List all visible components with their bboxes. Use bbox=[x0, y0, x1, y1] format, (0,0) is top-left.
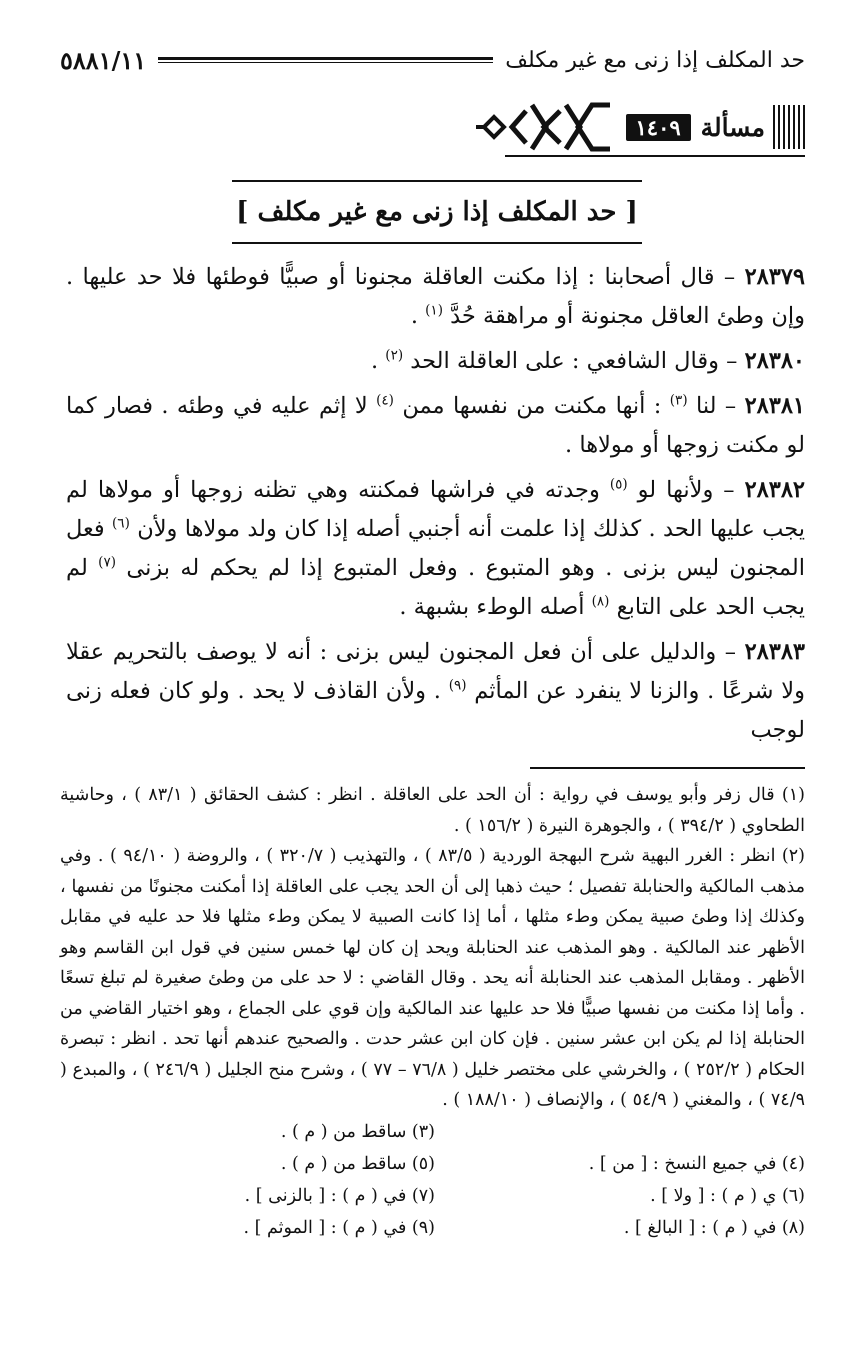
vertical-bars-ornament bbox=[773, 105, 805, 149]
paragraph-number: ٢٨٣٨٣ bbox=[744, 639, 805, 665]
header-rule bbox=[158, 57, 493, 63]
paragraph-text: – والدليل على أن فعل المجنون ليس بزنى : أنه لا يوصف بالتحريم عقلا ولا شرعًا . والزنا لا ينفرد عن المأثم bbox=[66, 639, 805, 704]
footnote-2: (٢) انظر : الغرر البهية شرح البهجة الوردية ( ٨٣/٥ ) ، والتهذيب ( ٣٢٠/٧ ) ، والروضة ( ٩٤/١٠ ) . وفي مذهب المالكية والحنابلة تفصيل ؛ حيث ذهبا إلى أن الحد يجب على العاقلة إذا أمكنت مجنونًا من نفسها ، وكذلك إذا وطئ صبية يمكن وطء مثلها ، أما إذا كانت الصبية لا يمكن وطء مثلها فلا حد عليه في مقابل الأظهر عند المالكية . وهو المذهب عند الحنابلة ويحد إن كان لها خمس سنين في قول ابن القاسم وهو الأظهر . ومقابل المذهب عند الحنابلة أنه يحد . وقال القاضي : لا حد على من وطئ صغيرة لم تبلغ تسعًا . وأما إذا مكنت من نفسها صبيًّا فلا حد عليها عند المالكية وإن قوي على الجماع ، وهو اختيار القاضي من الحنابلة إذا لم يكن ابن عشر سنين . فإن كان ابن عشر حدت . والصحيح عندهم أنها تحد . انظر : تبصرة الحكام ( ٢٥٢/٢ ) ، والخرشي على مختصر خليل ( ٧٦/٨ – ٧٧ ) ، وشرح منح الجليل ( ٢٤٦/٩ ) ، والمبدع ( ٧٤/٩ ) ، والمغني ( ٥٤/٩ ) ، والإنصاف ( ١٨٨/١٠ ) . bbox=[60, 846, 806, 1110]
footnote-marker: (٩) bbox=[448, 677, 467, 694]
paragraph-text: – قال أصحابنا : إذا مكنت العاقلة مجنونا أو صبيًّا فوطئها فلا حد عليها . وإن وطئ العاقل مجنونة أو مراهقة حُدَّ bbox=[66, 264, 805, 329]
masala-underline bbox=[505, 155, 805, 157]
paragraph-number: ٢٨٣٧٩ bbox=[744, 264, 805, 290]
page-reference: ٥٨٨١/١١ bbox=[60, 45, 147, 75]
footnote-9: (٩) في ( م ) : [ الموثم ] . bbox=[243, 1217, 435, 1238]
running-header bbox=[60, 44, 805, 76]
footnote-marker: (٧) bbox=[98, 554, 116, 571]
paragraph-number: ٢٨٣٨٢ bbox=[744, 477, 805, 503]
masala-label: مسألة bbox=[700, 112, 765, 142]
geometric-ornament-icon bbox=[470, 97, 620, 157]
paragraph-28379 bbox=[66, 258, 805, 336]
footnote-marker: (٦) bbox=[112, 515, 130, 532]
footnote-marker: (٤) bbox=[376, 392, 394, 409]
paragraph-text: : أنها مكنت من نفسها ممن bbox=[393, 393, 670, 419]
footnote-marker: (٥) bbox=[609, 476, 628, 493]
paragraph-text: – وقال الشافعي : على العاقلة الحد bbox=[403, 348, 745, 374]
paragraph-number: ٢٨٣٨١ bbox=[744, 393, 805, 419]
footnotes bbox=[60, 780, 805, 1244]
paragraph-number: ٢٨٣٨٠ bbox=[744, 348, 805, 374]
section-title: [ حد المكلف إذا زنى مع غير مكلف ] bbox=[232, 180, 642, 244]
footnote-marker: (٨) bbox=[591, 593, 610, 610]
paragraph-text: لا إثم عليه في وطئه . فصار كما لو مكنت زوجها أو مولاها . bbox=[66, 393, 805, 458]
footnote-4: (٤) في جميع النسخ : [ من ] . bbox=[588, 1153, 805, 1174]
paragraph-28382 bbox=[66, 471, 805, 627]
footnote-marker: (١) bbox=[425, 302, 443, 319]
footnote-marker: (٣) bbox=[669, 392, 688, 409]
paragraph-text: لم يجب الحد على التابع bbox=[66, 555, 805, 620]
paragraph-text: . bbox=[370, 348, 386, 374]
paragraph-text: أصله الوطء بشبهة . bbox=[399, 594, 592, 620]
footnote-marker: (٢) bbox=[385, 347, 404, 364]
footnote-separator bbox=[530, 767, 805, 769]
paragraph-28380 bbox=[66, 342, 805, 381]
paragraph-28383 bbox=[66, 633, 805, 750]
paragraph-text: . bbox=[410, 303, 426, 329]
main-text bbox=[66, 258, 805, 756]
footnote-7: (٧) في ( م ) : [ بالزنى ] . bbox=[244, 1185, 435, 1206]
masala-number: ١٤٠٩ bbox=[626, 114, 691, 141]
footnote-3: (٣) ساقط من ( م ) . bbox=[280, 1121, 435, 1142]
paragraph-text: – ولأنها لو bbox=[627, 477, 745, 503]
paragraph-28381 bbox=[66, 387, 805, 465]
paragraph-text: – لنا bbox=[687, 393, 745, 419]
paragraph-text: . ولأن القاذف لا يحد . ولو كان فعله زنى لوجب bbox=[66, 678, 805, 743]
paragraph-text: وجدته في فراشها فمكنته وهي تظنه زوجها أو مولاها لم يجب عليها الحد . كذلك إذا علمت أنه أجنبي أصله إذا كان ولد مولاها ولأن bbox=[66, 477, 805, 542]
footnote-1: (١) قال زفر وأبو يوسف في رواية : أن الحد على العاقلة . انظر : كشف الحقائق ( ٨٣/١ ) ، وحاشية الطحاوي ( ٣٩٤/٢ ) ، والجوهرة النيرة ( ١٥٦/٢ ) . bbox=[60, 785, 805, 836]
footnote-6: (٦) ي ( م ) : [ ولا ] . bbox=[650, 1185, 805, 1206]
masala-heading bbox=[370, 96, 805, 158]
footnote-5: (٥) ساقط من ( م ) . bbox=[280, 1153, 435, 1174]
paragraph-text: فعل المجنون ليس بزنى . وهو المتبوع . وفعل المتبوع إذا لم يحكم له بزنى bbox=[66, 516, 805, 581]
running-title: حد المكلف إذا زنى مع غير مكلف bbox=[505, 47, 805, 73]
short-footnotes bbox=[60, 1116, 805, 1244]
footnote-8: (٨) في ( م ) : [ البالغ ] . bbox=[623, 1217, 805, 1238]
